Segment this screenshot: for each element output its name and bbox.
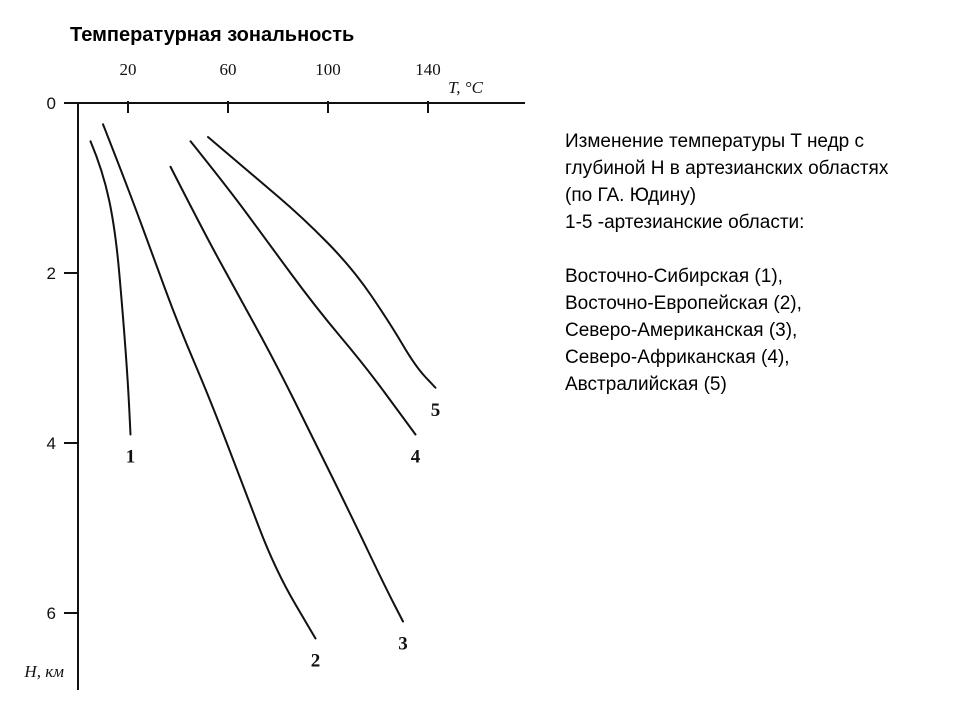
y-tick-label: 6: [46, 604, 56, 623]
caption-spacer: [565, 236, 895, 263]
series-line-4: [191, 141, 416, 434]
series-label-1: 1: [125, 446, 136, 468]
caption-legend-heading: 1-5 -артезианские области:: [565, 212, 805, 233]
region-item: Восточно-Европейская (2),: [565, 293, 802, 314]
y-axis-title: H, км: [24, 661, 64, 681]
chart-series-layer: [91, 124, 436, 638]
region-item: Восточно-Сибирская (1),: [565, 266, 783, 287]
caption-description: Изменение температуры T недр с глубиной H в артезианских областях (по ГА. Юдину): [565, 131, 889, 206]
y-tick-label: 0: [46, 94, 56, 113]
y-tick-label: 2: [46, 264, 56, 283]
region-item: Северо-Американская (3),: [565, 320, 798, 341]
region-item: Австралийская (5): [565, 374, 727, 395]
series-label-5: 5: [430, 399, 441, 421]
y-tick-label: 4: [46, 434, 56, 453]
chart-labels-layer: [126, 400, 441, 672]
chart-axes: [23, 60, 525, 690]
region-item: Северо-Африканская (4),: [565, 347, 790, 368]
x-tick-label: 60: [219, 60, 237, 79]
series-label-2: 2: [310, 650, 321, 672]
series-label-4: 4: [410, 446, 421, 468]
series-line-1: [91, 141, 131, 434]
slide-title: Температурная зональность: [70, 24, 355, 46]
x-axis-title: T, °C: [448, 78, 483, 97]
series-line-3: [171, 167, 404, 622]
chart-caption: [565, 128, 895, 398]
x-tick-label: 140: [415, 60, 441, 79]
series-label-3: 3: [398, 633, 408, 655]
region-list: [565, 263, 895, 398]
x-tick-label: 100: [315, 60, 341, 79]
x-tick-label: 20: [119, 60, 137, 79]
series-line-5: [208, 137, 436, 388]
